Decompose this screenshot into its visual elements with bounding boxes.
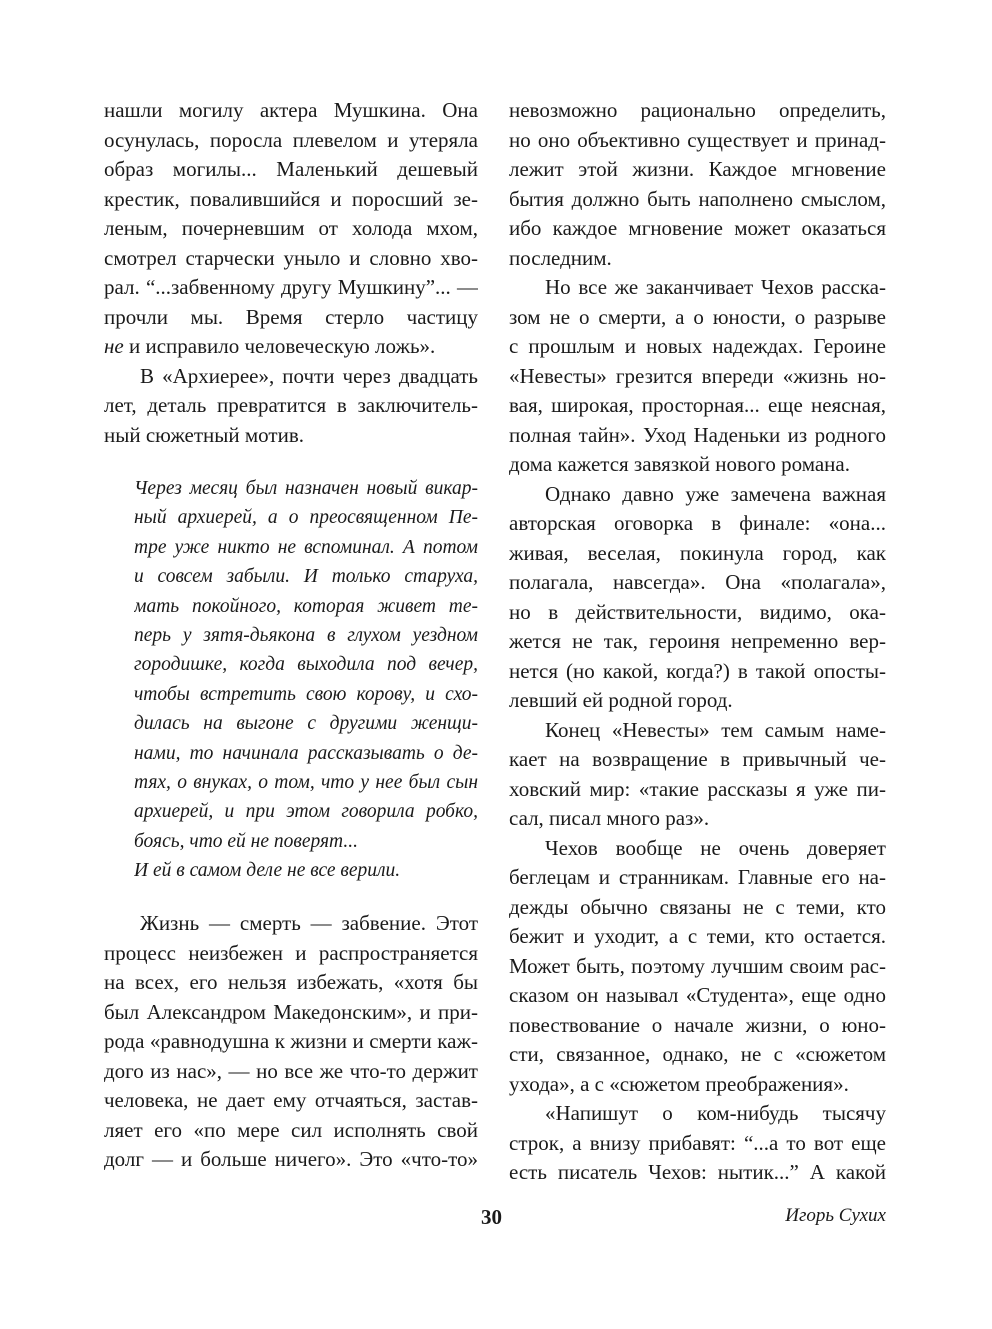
- text-line: дого из нас», — но все же что-то держит: [104, 1058, 478, 1083]
- text-line: левший ей родной город.: [509, 688, 733, 712]
- quote-line: перь у зятя-дьякона в глухом уездном: [134, 624, 478, 646]
- text-line: Может быть, поэтому лучшим своим рас-: [509, 953, 886, 978]
- quote-line: архиерей, и при этом говорила робко,: [134, 801, 478, 823]
- paragraph: [104, 362, 478, 451]
- text-line: осунулась, поросла плевелом и утеряла: [104, 127, 478, 152]
- text-line: беглецам и странникам. Главные его на-: [509, 865, 886, 889]
- text-line: полагала, навсегда». Она «полагала»,: [509, 570, 886, 594]
- text-line: долг — и больше ничего». Это «что-то»: [104, 1147, 478, 1172]
- quote-line: чтобы встретить свою корову, и схо-: [134, 683, 478, 705]
- text-line: невозможно рационально определить,: [509, 98, 886, 122]
- text-line: Конец «Невесты» тем самым наме-: [545, 717, 886, 742]
- paragraph: [509, 1099, 886, 1188]
- quote-line: мать покойного, которая живет те-: [134, 595, 478, 617]
- paragraph: [104, 96, 478, 362]
- left-column: [104, 96, 478, 1175]
- text-line: рал. “...забвенному другу Мушкину”... —: [104, 275, 478, 299]
- text-line: Однако давно уже замечена важная: [545, 481, 886, 506]
- quote-line: И ей в самом деле не все верили.: [134, 860, 401, 882]
- quote-line: боясь, что ей не поверят...: [134, 830, 359, 852]
- text-line: Чехов вообще не очень доверяет: [545, 835, 886, 860]
- text-line: [104, 332, 478, 362]
- text-line: с прошлым и новых надеждах. Героине: [509, 334, 886, 358]
- text-line: Но все же заканчивает Чехов расска-: [545, 275, 886, 299]
- paragraph: [509, 834, 886, 1100]
- emphasis-text: не: [104, 334, 124, 358]
- running-head-author: Игорь Сухих: [785, 1205, 886, 1226]
- paragraph: [104, 909, 478, 1175]
- paragraph: [509, 96, 886, 273]
- text-line: дежды обычно связаны не с теми, кто: [509, 894, 886, 919]
- text-line: рода «равнодушна к жизни и смерти каж-: [104, 1029, 478, 1054]
- text-line: был Александром Македонским», и при-: [104, 999, 478, 1024]
- text-line: но в действительности, видимо, ока-: [509, 599, 886, 624]
- quote-line: дилась на выгоне с другими женщи-: [134, 713, 478, 735]
- text-span: и исправило человеческую ложь».: [123, 334, 436, 358]
- text-line: Жизнь — смерть — забвение. Этот: [140, 911, 478, 936]
- page-number: 30: [481, 1205, 502, 1229]
- paragraph: [509, 716, 886, 834]
- text-line: на всех, его нельзя избежать, «хотя бы: [104, 970, 478, 995]
- right-column: [509, 96, 886, 1188]
- text-line: повествование о начале жизни, о юно-: [509, 1012, 886, 1037]
- text-line: В «Архиерее», почти через двадцать: [140, 363, 478, 388]
- text-line: ляет его «по мере сил исполнять свой: [104, 1117, 478, 1142]
- text-line: сти, связанное, однако, не с «сюжетом: [509, 1042, 886, 1066]
- quote-line: и совсем забыли. И только старуха,: [134, 566, 478, 588]
- text-line: ный сюжетный мотив.: [104, 422, 304, 447]
- text-line: человека, не дает ему отчаяться, застав-: [104, 1088, 478, 1113]
- text-line: леным, почерневшим от холода мхом,: [104, 216, 478, 240]
- text-line: последним.: [509, 245, 612, 270]
- text-line: ховский мир: «такие рассказы я уже пи-: [509, 776, 886, 801]
- quote-line: городишке, когда выходила под вечер,: [134, 654, 478, 676]
- text-line: образ могилы... Маленький дешевый: [104, 157, 478, 181]
- text-line: авторская оговорка в финале: «она...: [509, 511, 886, 535]
- text-line: но оно объективно существует и принад-: [509, 127, 886, 152]
- quote-line: Через месяц был назначен новый викар-: [134, 478, 478, 499]
- text-line: «Напишут о ком-нибудь тысячу: [545, 1101, 886, 1125]
- text-line: сал, писал много раз».: [509, 806, 710, 830]
- quote-line: нами, то начинала рассказывать о де-: [134, 742, 478, 764]
- text-line: жется не так, героиня непременно вер-: [509, 629, 886, 653]
- paragraph: [509, 273, 886, 480]
- text-line: смотрел старчески уныло и словно хво-: [104, 245, 478, 270]
- block-quote: [134, 474, 478, 885]
- text-line: прочли мы. Время стерло частицу: [104, 304, 478, 329]
- quote-line: тре уже никто не вспоминал. А потом: [134, 536, 478, 558]
- text-line: бытия должно быть наполнено смыслом,: [509, 186, 886, 211]
- text-line: крестик, повалившийся и поросший зе-: [104, 186, 478, 211]
- text-line: процесс неизбежен и распространяется: [104, 940, 478, 965]
- text-line: дома кажется завязкой нового романа.: [509, 452, 850, 476]
- text-line: полная тайн». Уход Наденьки из родного: [509, 422, 886, 447]
- text-line: лежит этой жизни. Каждое мгновение: [509, 157, 886, 181]
- text-line: сказом он называл «Студента», еще одно: [509, 983, 886, 1007]
- text-line: строк, а внизу прибавят: “...а то вот еще: [509, 1130, 886, 1155]
- text-line: ухода», а с «сюжетом преображения».: [509, 1071, 849, 1096]
- page-footer: [0, 1205, 992, 1235]
- quote-line: тях, о внуках, о том, что у нее был сын: [134, 771, 478, 793]
- text-line: живая, веселая, покинула город, как: [509, 540, 886, 565]
- paragraph: [509, 480, 886, 716]
- text-line: «Невесты» грезится впереди «жизнь но-: [509, 363, 886, 388]
- text-line: зом не о смерти, а о юности, о разрыве: [509, 304, 886, 329]
- text-line: нется (но какой, когда?) в такой опосты-: [509, 658, 886, 683]
- text-line: бежит и уходит, а с теми, кто остается.: [509, 924, 886, 948]
- text-line: кает на возвращение в привычный че-: [509, 747, 886, 771]
- quote-line: ный архиерей, а о преосвященном Пе-: [134, 507, 478, 529]
- text-line: лет, деталь превратится в заключитель-: [104, 393, 478, 417]
- text-line: ибо каждое мгновение может оказаться: [509, 216, 886, 240]
- text-line: вая, широкая, просторная... еще неясная,: [509, 393, 886, 417]
- text-line: нашли могилу актера Мушкина. Она: [104, 98, 478, 122]
- text-line: есть писатель Чехов: нытик...” А какой: [509, 1160, 886, 1184]
